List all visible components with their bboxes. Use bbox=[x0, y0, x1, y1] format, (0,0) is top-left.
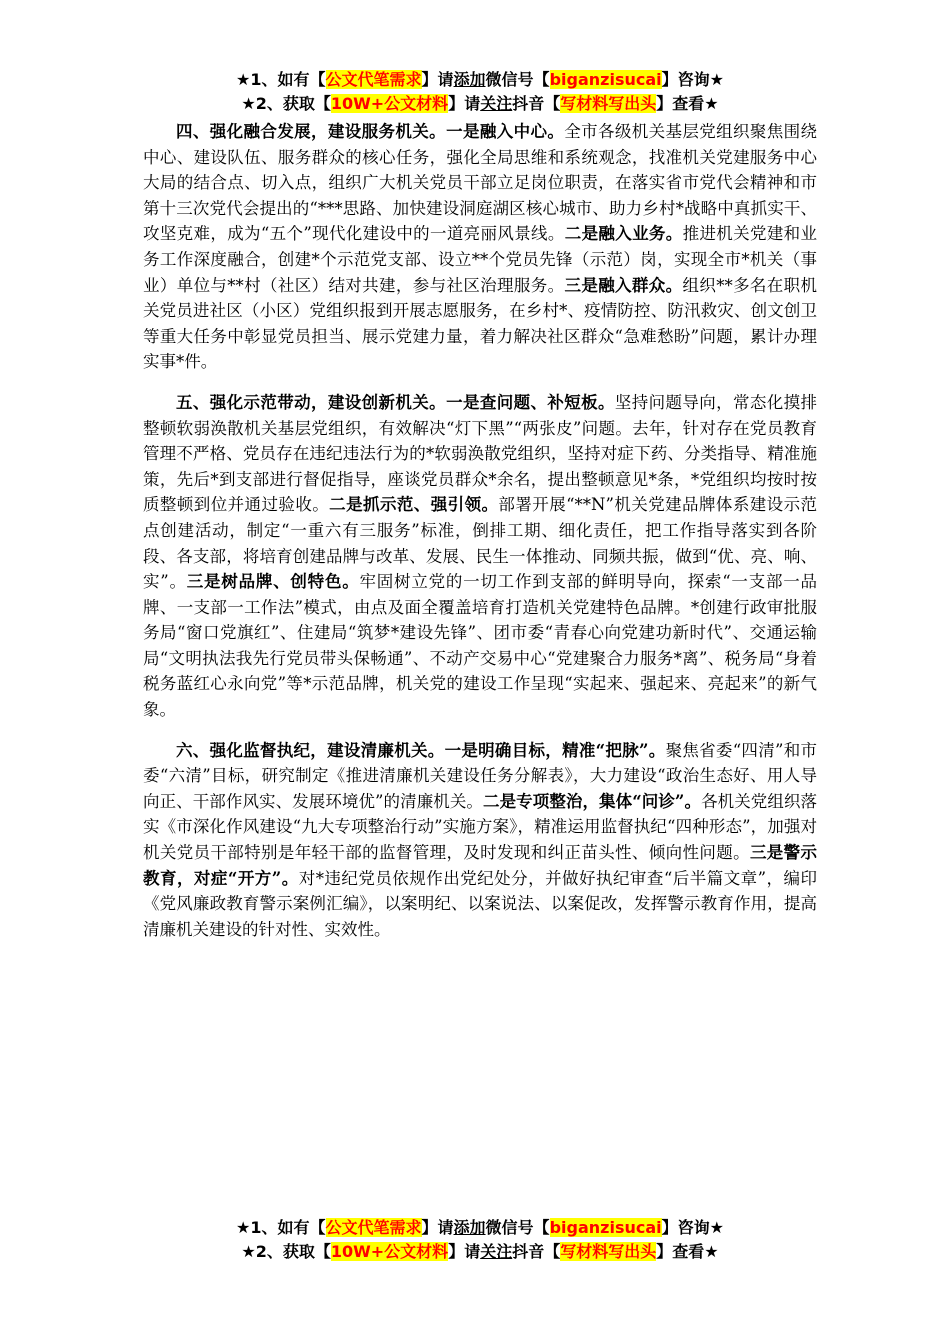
part-text: 牢固树立党的一切工作到支部的鲜明导向，探索“一支部一品牌、一支部一工作法”模式，由点及面全覆盖培育打造机关党建特色品牌。*创建行政审批服务局“窗口党旗红”、住建局“筑梦*建设先锋”、团市委“青春心向党建功新时代”、交通运输局“文明执法我先行党员带头保畅通”、不动产交易中心“党建聚合力服务*离”、税务局“身着税务蓝红心永向党”等*示范品牌，机关党的建设工作呈现“实起来、强起来、亮起来”的新气象。 bbox=[143, 572, 818, 720]
part-text: 坚持问题导向，常态化摸排整顿软弱涣散机关基层党组织，有效解决“灯下黑”“两张皮”问题。去年，针对存在党员教育管理不严格、党员存在违纪违法行为的*软弱涣散党组织，坚持对症下药、分类指导、精准施策，先后*到支部进行督促指导，座谈党员群众*余名，提出整顿意见*条，*党组织均按时按质整顿到位并通过验收。 bbox=[143, 392, 818, 515]
footer-banner bbox=[140, 1216, 820, 1264]
part-label: 一是查问题、补短板。 bbox=[446, 392, 615, 412]
highlight-ghostwriting: 公文代笔需求 bbox=[325, 70, 422, 89]
section-paragraph-4 bbox=[143, 119, 817, 375]
part-text: 对*违纪党员依规作出党纪处分，并做好执纪审查“后半篇文章”，编印《党风廉政教育警示案例汇编》，以案明纪、以案说法、以案促改，发挥警示教育作用，提高清廉机关建设的针对性、实效性。 bbox=[143, 868, 818, 939]
part-label: 三是警示教育，对症“开方”。 bbox=[143, 843, 818, 888]
part-label: 一是明确目标，精准“把脉”。 bbox=[444, 740, 666, 760]
part-text: 聚焦省委“四清”和市委“六清”目标，研究制定《推进清廉机关建设任务分解表》，大力建设“政治生态好、用人导向正、干部作风实、发展环境优”的清廉机关。 bbox=[143, 740, 818, 811]
highlight-wechat-id: biganzisucai bbox=[549, 70, 662, 89]
highlight-douyin: 写材料写出头 bbox=[560, 1242, 657, 1261]
part-label: 二是融入业务。 bbox=[564, 224, 683, 244]
highlight-douyin: 写材料写出头 bbox=[560, 94, 657, 113]
part-text: 推进机关党建和业务工作深度融合，创建*个示范党支部、设立**个党员先锋（示范）岗，实现全市*机关（事业）单位与**村（社区）结对共建，参与社区治理服务。 bbox=[143, 224, 818, 295]
underline-add: 添加 bbox=[453, 70, 486, 89]
section-title: 五、强化示范带动，建设创新机关。 bbox=[176, 392, 447, 412]
underline-follow: 关注 bbox=[480, 1242, 513, 1261]
document-body bbox=[143, 119, 817, 942]
part-label: 一是融入中心。 bbox=[446, 122, 565, 141]
part-label: 三是树品牌、创特色。 bbox=[186, 572, 360, 592]
highlight-ghostwriting: 公文代笔需求 bbox=[325, 1218, 422, 1237]
banner-line-2: ★2、获取【10W+公文材料】请关注抖音【写材料写出头】查看★ bbox=[241, 1242, 719, 1261]
highlight-materials: 10W+公文材料 bbox=[330, 1242, 449, 1261]
part-text: 部署开展“**N”机关党建品牌体系建设示范点创建活动，制定“一重六有三服务”标准，倒排工期、细化责任，把工作指导落实到各阶段、各支部，将培育创建品牌与改革、发展、民生一体推动、同频共振，做到“优、亮、响、实”。 bbox=[143, 495, 818, 592]
part-label: 三是融入群众。 bbox=[564, 275, 683, 295]
part-text: 组织**多名在职机关党员进社区（小区）党组织报到开展志愿服务，在乡村*、疫情防控、防汛救灾、创文创卫等重大任务中彰显党员担当、展示党建力量，着力解决社区群众“急难愁盼”问题，累计办理实事*件。 bbox=[143, 275, 818, 372]
part-text: 各机关党组织落实《市深化作风建设“九大专项整治行动”实施方案》，精准运用监督执纪“四种形态”，加强对机关党员干部特别是年轻干部的监督管理，及时发现和纠正苗头性、倾向性问题。 bbox=[143, 791, 818, 863]
section-paragraph-5 bbox=[143, 390, 817, 723]
underline-add: 添加 bbox=[453, 1218, 486, 1237]
highlight-materials: 10W+公文材料 bbox=[330, 94, 449, 113]
part-text: 全市各级机关基层党组织聚焦围绕中心、建设队伍、服务群众的核心任务，强化全局思维和系统观念，找准机关党建服务中心大局的结合点、切入点，组织广大机关党员干部立足岗位职责，在落实省市党代会精神和市第十三次党代会提出的“***思路、加快建设洞庭湖区核心城市、助力乡村*战略中真抓实干、攻坚克难，成为“五个”现代化建设中的一道亮丽风景线。 bbox=[143, 122, 818, 244]
banner-line-2: ★2、获取【10W+公文材料】请关注抖音【写材料写出头】查看★ bbox=[241, 94, 719, 113]
underline-follow: 关注 bbox=[480, 94, 513, 113]
highlight-wechat-id: biganzisucai bbox=[549, 1218, 662, 1237]
section-paragraph-6 bbox=[143, 738, 817, 943]
part-label: 二是专项整治，集体“问诊”。 bbox=[483, 791, 702, 811]
header-banner bbox=[140, 68, 820, 116]
section-title: 六、强化监督执纪，建设清廉机关。 bbox=[176, 740, 445, 760]
part-label: 二是抓示范、强引领。 bbox=[329, 495, 499, 515]
section-title: 四、强化融合发展，建设服务机关。 bbox=[176, 122, 447, 141]
banner-line-1: ★1、如有【公文代笔需求】请添加微信号【biganzisucai】咨询★ bbox=[236, 1218, 724, 1237]
banner-line-1: ★1、如有【公文代笔需求】请添加微信号【biganzisucai】咨询★ bbox=[236, 70, 724, 89]
